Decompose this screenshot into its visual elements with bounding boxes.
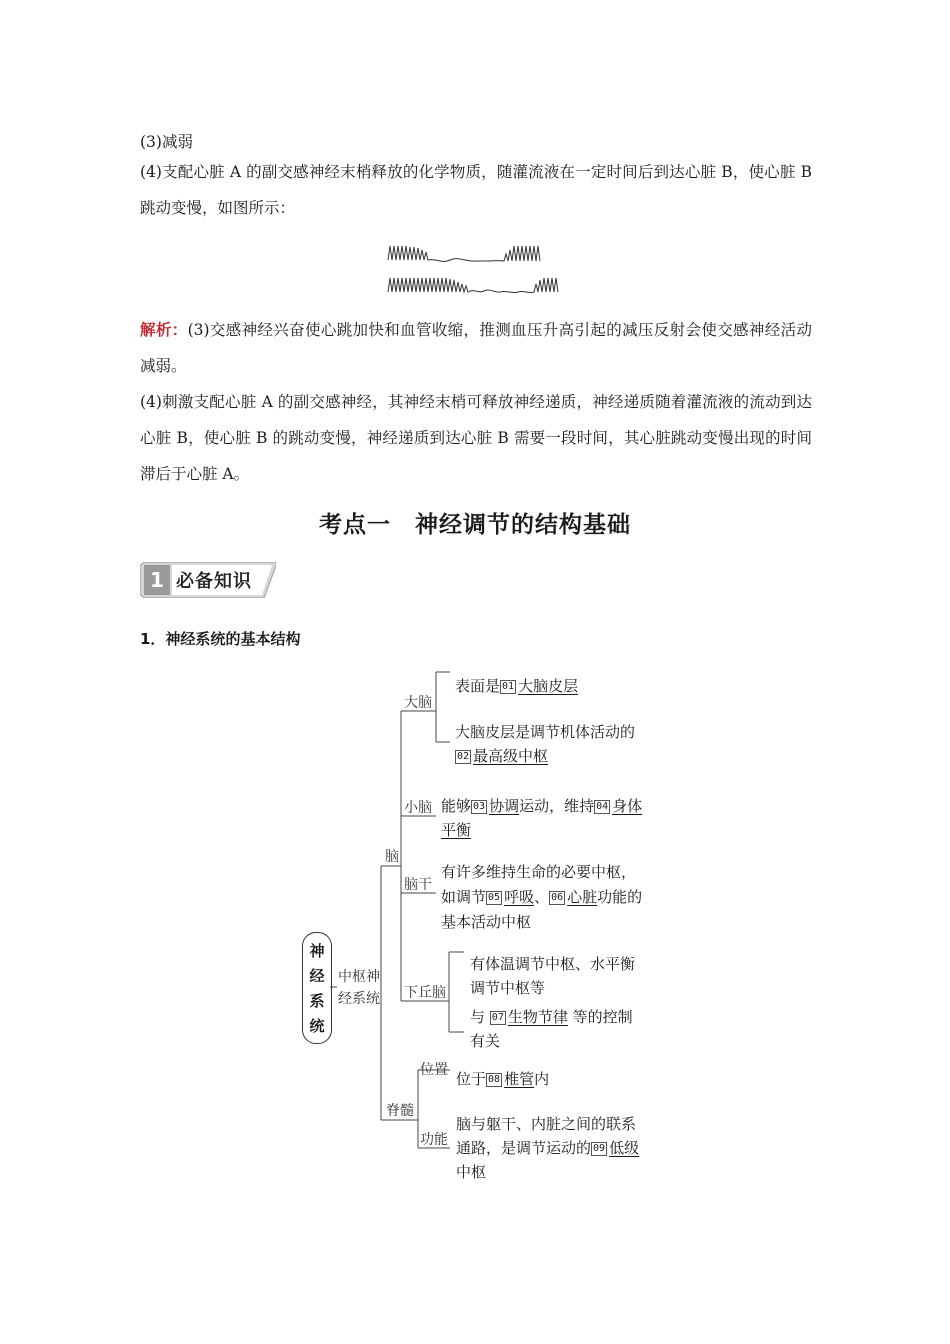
leaf-text: 有关 — [470, 1032, 501, 1050]
blank-number: 06 — [551, 892, 564, 903]
leaf-text: 有许多维持生命的必要中枢， — [441, 863, 637, 881]
root-char: 经 — [309, 967, 325, 985]
leaf-text: 内 — [534, 1070, 550, 1088]
blank-number: 05 — [488, 892, 501, 903]
blank-number: 03 — [473, 801, 486, 812]
blank-number: 09 — [593, 1143, 606, 1154]
leaf-brainstem — [441, 860, 642, 935]
leaf-text: 有体温调节中枢、水平衡 — [470, 955, 636, 973]
leaf-text: 与 — [470, 1008, 486, 1026]
node-hypothalamus: 下丘脑 — [404, 985, 446, 1001]
analysis-3-text: (3)交感神经兴奋使心跳加快和血管收缩，推测血压升高引起的减压反射会使交感神经活动减弱。 — [140, 321, 812, 375]
leaf-text: 调节中枢等 — [470, 979, 546, 997]
leaf-text: 通路，是调节运动的 — [456, 1139, 592, 1157]
leaf-cerebellum — [441, 794, 642, 842]
analysis-label: 解析： — [140, 320, 188, 339]
blank-number: 07 — [491, 1012, 504, 1023]
answer-blank: 呼吸 — [504, 888, 535, 906]
node-cerebrum: 大脑 — [404, 695, 432, 711]
leaf-hypothalamus-centers — [470, 952, 635, 1000]
node-cns-line2: 经系统 — [338, 991, 380, 1007]
node-brainstem: 脑干 — [404, 877, 432, 893]
answer-blank: 最高级中枢 — [473, 747, 549, 765]
answer-4: (4)支配心脏 A 的副交感神经末梢释放的化学物质，随灌流液在一定时间后到达心脏 B，使心脏 B 跳动变慢，如图所示： — [140, 163, 812, 217]
blank-number: 01 — [502, 681, 515, 692]
leaf-text: 、 — [534, 888, 550, 906]
leaf-cerebrum-surface — [455, 675, 578, 696]
leaf-text: 位于 — [456, 1070, 487, 1088]
answer-blank: 生物节律 — [507, 1008, 568, 1026]
blank-number: 04 — [596, 801, 609, 812]
analysis-4: (4)刺激支配心脏 A 的副交感神经，其神经末梢可释放神经递质，神经递质随着灌流液的流动到达心脏 B，使心脏 B 的跳动变慢，神经递质到达心脏 B 需要一段时间，其心脏跳动变慢出现的时间滞后于心脏 A。 — [140, 393, 812, 483]
badge-number: 1 — [144, 565, 170, 595]
node-cns — [338, 966, 380, 1010]
subsection-title: 1．神经系统的基本结构 — [140, 630, 301, 648]
answer-blank: 平衡 — [441, 821, 472, 839]
answer-blank: 低级 — [609, 1139, 640, 1157]
leaf-hypothalamus-rhythm — [470, 1005, 633, 1053]
node-spinal-cord: 脊髓 — [386, 1103, 414, 1119]
blank-number: 08 — [488, 1074, 501, 1085]
leaf-text: 运动，维持 — [519, 797, 595, 815]
root-char: 统 — [309, 1017, 325, 1035]
answer-3: (3)减弱 — [140, 133, 193, 151]
answer-blank: 心脏 — [567, 888, 598, 906]
leaf-cerebrum-cortex — [455, 720, 635, 768]
node-brain: 脑 — [385, 849, 399, 865]
node-cerebellum: 小脑 — [404, 800, 432, 816]
leaf-text: 能够 — [441, 797, 472, 815]
leaf-text: 等的控制 — [572, 1008, 633, 1026]
leaf-text: 如调节 — [441, 888, 487, 906]
node-position: 位置 — [420, 1062, 448, 1078]
root-nervous-system — [302, 932, 332, 1044]
leaf-spinal-position — [456, 1068, 549, 1089]
answer-blank: 大脑皮层 — [518, 677, 579, 695]
node-function: 功能 — [420, 1132, 448, 1148]
leaf-text: 大脑皮层是调节机体活动的 — [455, 723, 636, 741]
leaf-text: 基本活动中枢 — [441, 913, 532, 931]
leaf-text: 脑与躯干、内脏之间的联系 — [456, 1115, 637, 1133]
node-cns-line1: 中枢神 — [338, 969, 380, 985]
root-char: 神 — [309, 942, 325, 960]
answer-blank: 身体 — [612, 797, 643, 815]
leaf-text: 中枢 — [456, 1163, 487, 1181]
root-char: 系 — [309, 992, 325, 1010]
section-title: 考点一 神经调节的结构基础 — [319, 512, 631, 538]
badge-text: 必备知识 — [176, 571, 252, 592]
answer-blank: 椎管 — [504, 1070, 535, 1088]
leaf-text: 功能的 — [597, 888, 643, 906]
leaf-text: 表面是 — [455, 677, 501, 695]
answer-blank: 协调 — [489, 797, 520, 815]
leaf-spinal-function — [456, 1112, 639, 1184]
blank-number: 02 — [457, 751, 470, 762]
